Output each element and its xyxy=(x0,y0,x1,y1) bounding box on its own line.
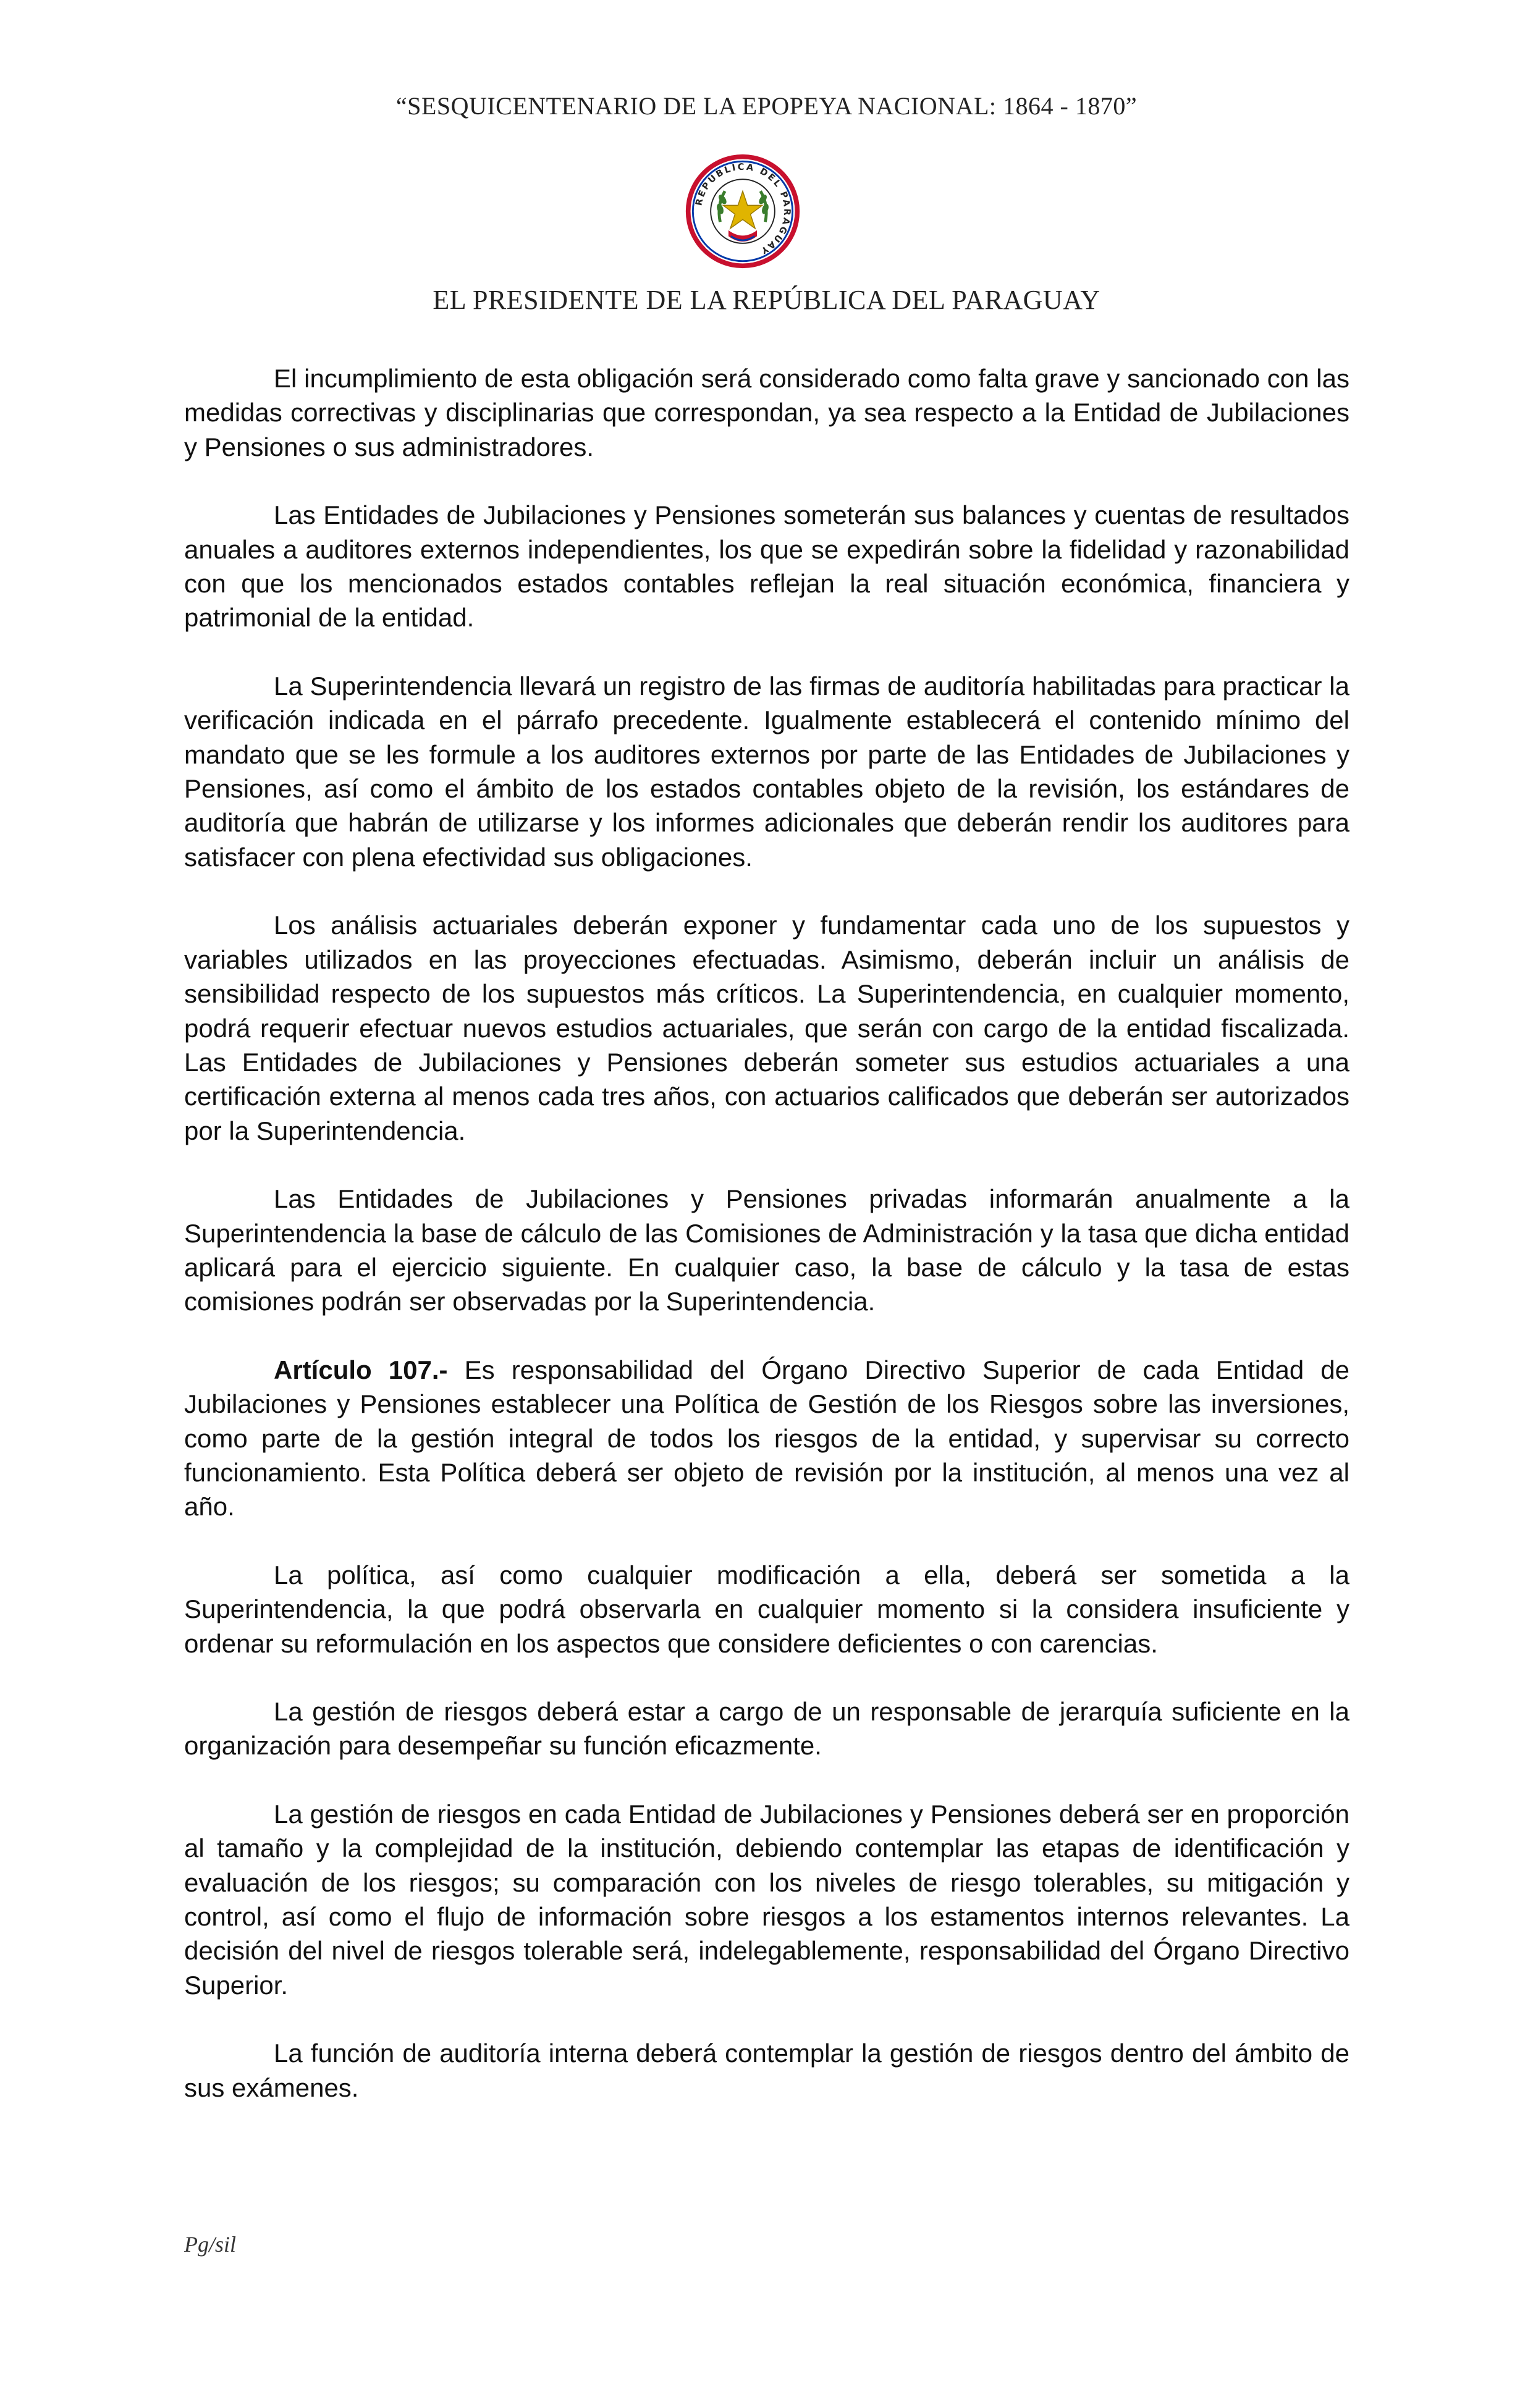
paragraph-4: Los análisis actuariales deberán exponer y fundamentar cada uno de los supuestos y variables utilizados en las proyecciones efectuadas. Asimismo, deberán incluir un análisis de sensibilidad respecto de los supuestos más críticos. La Superintendencia, en cualquier momento, podrá requerir efectuar nuevos estudios actuariales, que serán con cargo de la entidad fiscalizada. Las Entidades de Jubilaciones y Pensiones deberán someter sus estudios actuariales a una certificación externa al menos cada tres años, con actuarios calificados que deberán ser autorizados por la Superintendencia. xyxy=(184,911,1349,1145)
paragraph-1: El incumplimiento de esta obligación será considerado como falta grave y sancionado con las medidas correctivas y disciplinarias que correspondan, ya sea respecto a la Entidad de Jubilaciones y Pensiones o sus administradores. xyxy=(184,364,1349,461)
national-seal-icon xyxy=(683,152,802,271)
article-107-text: Es responsabilidad del Órgano Directivo Superior de cada Entidad de Jubilaciones y Pensiones establecer una Política de Gestión de los Riesgos sobre las inversiones, como parte de la gestión integral de todos los riesgos de la entidad, y supervisar su correcto funcionamiento. Esta Política deberá ser objeto de revisión por la institución, al menos una vez al año. xyxy=(184,1355,1349,1522)
header-motto: “SESQUICENTENARIO DE LA EPOPEYA NACIONAL: 1864 - 1870” xyxy=(395,92,1138,120)
paragraph-9: La gestión de riesgos en cada Entidad de Jubilaciones y Pensiones deberá ser en proporción al tamaño y la complejidad de la institución, debiendo contemplar las etapas de identificación y evaluación de los riesgos; su comparación con los niveles de riesgo tolerables, su mitigación y control, así como el flujo de información sobre riesgos a los estamentos internos relevantes. La decisión del nivel de riesgos tolerable será, indelegablemente, responsabilidad del Órgano Directivo Superior. xyxy=(184,1799,1349,2000)
article-heading: Artículo 107.- xyxy=(274,1355,448,1384)
article-107-paragraph xyxy=(184,1353,1349,1524)
document-body xyxy=(184,361,1349,2105)
paragraph-3: La Superintendencia llevará un registro de las firmas de auditoría habilitadas para practicar la verificación indicada en el párrafo precedente. Igualmente establecerá el contenido mínimo del mandato que se les formule a los auditores externos por parte de las Entidades de Jubilaciones y Pensiones, así como el ámbito de los estados contables objeto de la revisión, los estándares de auditoría que habrán de utilizarse y los informes adicionales que deberán rendir los auditores para satisfacer con plena efectividad sus obligaciones. xyxy=(184,671,1349,872)
paragraph-7: La política, así como cualquier modificación a ella, deberá ser sometida a la Superintendencia, la que podrá observarla en cualquier momento si la considera insuficiente y ordenar su reformulación en los aspectos que considere deficientes o con carencias. xyxy=(184,1560,1349,1658)
paragraph-5: Las Entidades de Jubilaciones y Pensiones privadas informarán anualmente a la Superintendencia la base de cálculo de las Comisiones de Administración y la tasa que dicha entidad aplicará para el ejercicio siguiente. En cualquier caso, la base de cálculo y la tasa de estas comisiones podrán ser observadas por la Superintendencia. xyxy=(184,1184,1349,1316)
paragraph-8: La gestión de riesgos deberá estar a cargo de un responsable de jerarquía suficiente en la organización para desempeñar su función eficazmente. xyxy=(184,1697,1349,1761)
paragraph-2: Las Entidades de Jubilaciones y Pensiones someterán sus balances y cuentas de resultados anuales a auditores externos independientes, los que se expedirán sobre la fidelidad y razonabilidad con que los mencionados estados contables reflejan la real situación económica, financiera y patrimonial de la entidad. xyxy=(184,500,1349,633)
seal-ring-text: REPUBLICA DEL PARAGUAY xyxy=(694,162,792,256)
paragraph-10: La función de auditoría interna deberá contemplar la gestión de riesgos dentro del ámbito de sus exámenes. xyxy=(184,2039,1349,2102)
office-title: EL PRESIDENTE DE LA REPÚBLICA DEL PARAGUAY xyxy=(433,285,1100,315)
footer-initials: Pg/sil xyxy=(184,2232,237,2257)
